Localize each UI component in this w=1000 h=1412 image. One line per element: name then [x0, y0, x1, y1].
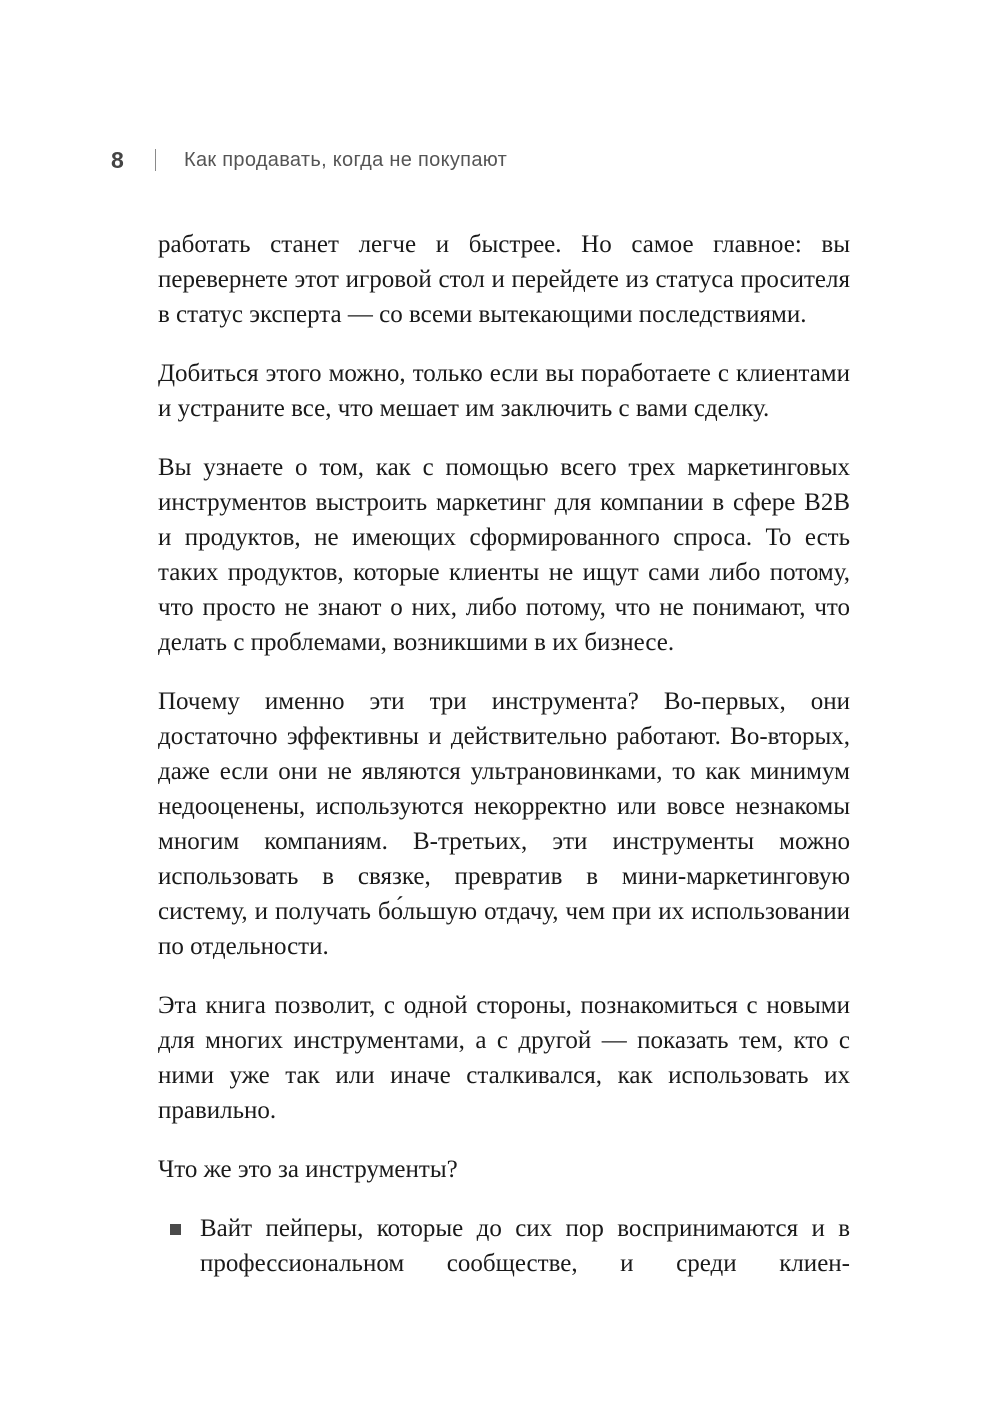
bullet-list	[158, 1211, 850, 1281]
square-bullet-icon	[170, 1224, 181, 1235]
list-item	[158, 1211, 850, 1281]
paragraph: Добиться этого можно, только если вы поработаете с клиентами и устраните все, что мешает им заключить с вами сделку.	[158, 360, 850, 422]
paragraph: Почему именно эти три инструмента? Во-первых, они достаточно эффективны и действительно работают. Во-вторых, даже если они не являются ультрановинками, то как минимум недооценены, используются некорректно или вовсе незнакомы многим компаниям. В-третьих, эти инструменты можно использовать в связке, превратив в мини-маркетинговую систему, и получать бо́льшую отдачу, чем при их использовании по отдельности.	[158, 688, 850, 960]
header-divider	[155, 149, 156, 171]
page-body	[158, 227, 850, 1281]
page-number: 8	[111, 146, 124, 173]
running-header	[111, 143, 507, 177]
paragraph: Вы узнаете о том, как с помощью всего трех маркетинговых инструментов выстроить маркетинг для компании в сфере B2B и продуктов, не имеющих сформированного спроса. То есть таких продуктов, которые клиенты не ищут сами либо потому, что просто не знают о них, либо потому, что не понимают, что делать с проблемами, возникшими в их бизнесе.	[158, 454, 850, 656]
running-title: Как продавать, когда не покупают	[184, 148, 508, 171]
paragraph: Что же это за инструменты?	[158, 1156, 458, 1183]
list-item-text: Вайт пейперы, которые до сих пор воспринимаются и в профессиональном сообществе, и среди клиен-	[200, 1215, 850, 1277]
paragraph: работать станет легче и быстрее. Но самое главное: вы перевернете этот игровой стол и перейдете из статуса просителя в статус эксперта — со всеми вытекающими последствиями.	[158, 231, 850, 328]
paragraph: Эта книга позволит, с одной стороны, познакомиться с новыми для многих инструментами, а с другой — показать тем, кто с ними уже так или иначе сталкивался, как использовать их правильно.	[158, 992, 850, 1124]
